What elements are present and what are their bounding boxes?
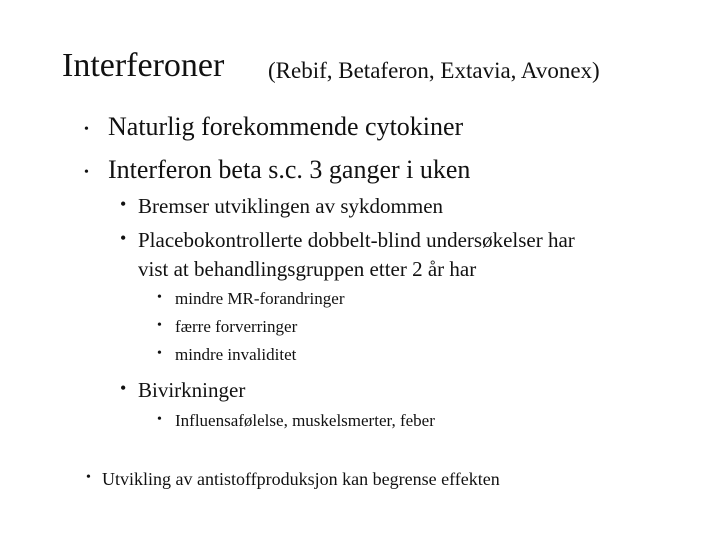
sub-bullet-marker: • (120, 228, 127, 248)
sub-sub-bullet-text: mindre invaliditet (175, 345, 297, 364)
sub-sub-bullet-marker: • (157, 346, 162, 361)
sub-sub-bullet-text: færre forverringer (175, 317, 298, 336)
sub-sub-bullet-marker: • (157, 290, 162, 305)
sub-sub-bullet-marker: • (157, 412, 162, 427)
bottom-bullet-text: Utvikling av antistoffproduksjon kan begrense effekten (102, 469, 500, 489)
sub-sub-bullet-marker: • (157, 318, 162, 333)
bullet-text: Naturlig forekommende cytokiner (108, 112, 464, 141)
sub-bullet-marker: • (120, 378, 127, 398)
sub-bullet-text-continued: vist at behandlingsgruppen etter 2 år har (138, 257, 477, 281)
slide-title: Interferoner (62, 47, 225, 84)
side-effects-heading: Bivirkninger (138, 378, 246, 402)
sub-bullet-text: Placebokontrollerte dobbelt-blind undersøkelser har (138, 228, 575, 252)
sub-sub-bullet-text: mindre MR-forandringer (175, 289, 345, 308)
bullet-marker: • (86, 470, 91, 485)
side-effects-item: Influensafølelse, muskelsmerter, feber (175, 411, 435, 430)
bullet-text: Interferon beta s.c. 3 ganger i uken (108, 155, 471, 184)
slide-subtitle: (Rebif, Betaferon, Extavia, Avonex) (268, 58, 600, 83)
bullet-marker: • (84, 165, 89, 180)
sub-bullet-text: Bremser utviklingen av sykdommen (138, 194, 444, 218)
sub-bullet-marker: • (120, 194, 127, 214)
bullet-marker: • (84, 122, 89, 137)
